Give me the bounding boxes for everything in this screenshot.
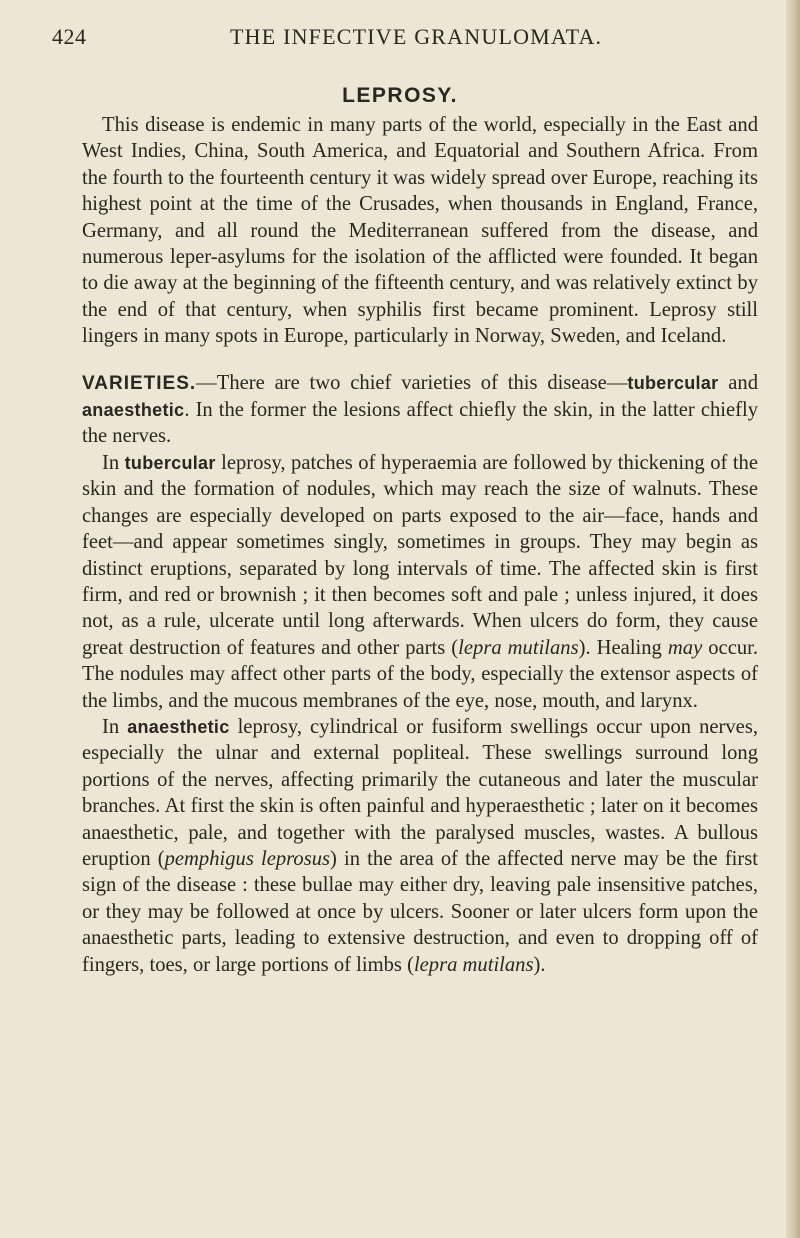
term-anaesthetic: anaesthetic	[82, 400, 185, 421]
italic-lepra-mutilans: lepra mutilans	[458, 636, 579, 659]
body-text	[82, 112, 758, 978]
page-number: 424	[52, 24, 87, 49]
paragraph-intro: This disease is endemic in many parts of the world, especially in the East and West Indies, China, South America, and Equatorial and Southern Africa. From the fourth to the fourteenth century it was widely spread over Europe, reaching its highest point at the time of the Crusades, when thousands in England, France, Germany, and all round the Mediterranean suffered from the disease, and numerous leper-asylums for the isolation of the afflicted were founded. It began to die away at the beginning of the fifteenth century, and was relatively extinct by the end of that century, when syphilis first became prominent. Leprosy still lingers in many spots in Europe, particularly in Norway, Sweden, and Iceland.	[82, 114, 758, 348]
anaesthetic-text-3: ) in the area of the affected nerve may be the first sign of the disease : these bullae may either dry, leaving pale insensitive patches, or they may be followed at once by ulcers. Sooner or later ulcers form upon the anaesthetic parts, leading to extensive destruction, and even to dropping off of fingers, toes, or large portions of limbs (	[82, 847, 758, 976]
anaesthetic-text-4: ).	[533, 953, 546, 976]
italic-pemphigus-leprosus: pemphigus leprosus	[164, 847, 331, 870]
italic-lepra-mutilans-2: lepra mutilans	[413, 953, 534, 976]
tubercular-text-4: occur. The nodules may affect other parts of the body, especially the extensor aspects of the limbs, and the mucous membranes of the eye, nose, mouth, and larynx.	[82, 636, 758, 712]
varieties-text-2: and	[718, 371, 759, 394]
page-edge-shadow	[786, 0, 800, 1238]
paragraph-anaesthetic	[82, 714, 758, 978]
paragraph-tubercular	[82, 450, 758, 714]
term-tubercular-leprosy: tubercular	[124, 452, 216, 473]
term-tubercular: tubercular	[627, 372, 719, 393]
tubercular-text-1: In	[102, 451, 125, 474]
term-anaesthetic-leprosy: anaesthetic	[127, 716, 230, 737]
italic-may: may	[667, 636, 703, 659]
varieties-text-1: —There are two chief varieties of this disease—	[196, 371, 628, 394]
running-head	[52, 24, 762, 56]
varieties-text-3: . In the former the lesions affect chiefly the skin, in the latter chiefly the nerves.	[82, 399, 758, 448]
running-title: THE INFECTIVE GRANULOMATA.	[230, 24, 603, 49]
varieties-heading: VARIETIES.	[82, 372, 197, 394]
anaesthetic-text-2: leprosy, cylindrical or fusiform swellings occur upon nerves, especially the ulnar and external popliteal. These swellings surround long portions of the nerves, affecting primarily the cutaneous and later the muscular branches. At first the skin is often painful and hyperaesthetic ; later on it becomes anaesthetic, pale, and together with the paralysed muscles, wastes. A bullous eruption (	[82, 715, 758, 870]
anaesthetic-text-1: In	[102, 715, 128, 738]
section-title: LEPROSY.	[342, 84, 458, 107]
tubercular-text-3: ). Healing	[578, 636, 668, 659]
tubercular-text-2: leprosy, patches of hyperaemia are followed by thickening of the skin and the formation of nodules, which may reach the size of walnuts. These changes are especially developed on parts exposed to the air—face, hands and feet—and appear sometimes singly, sometimes in groups. They may begin as distinct eruptions, separated by long intervals of time. The affected skin is first firm, and red or brownish ; it then becomes soft and pale ; unless injured, it does not, as a rule, ulcerate until long afterwards. When ulcers do form, they cause great destruction of features and other parts (	[82, 451, 758, 659]
paragraph-varieties	[82, 370, 758, 450]
